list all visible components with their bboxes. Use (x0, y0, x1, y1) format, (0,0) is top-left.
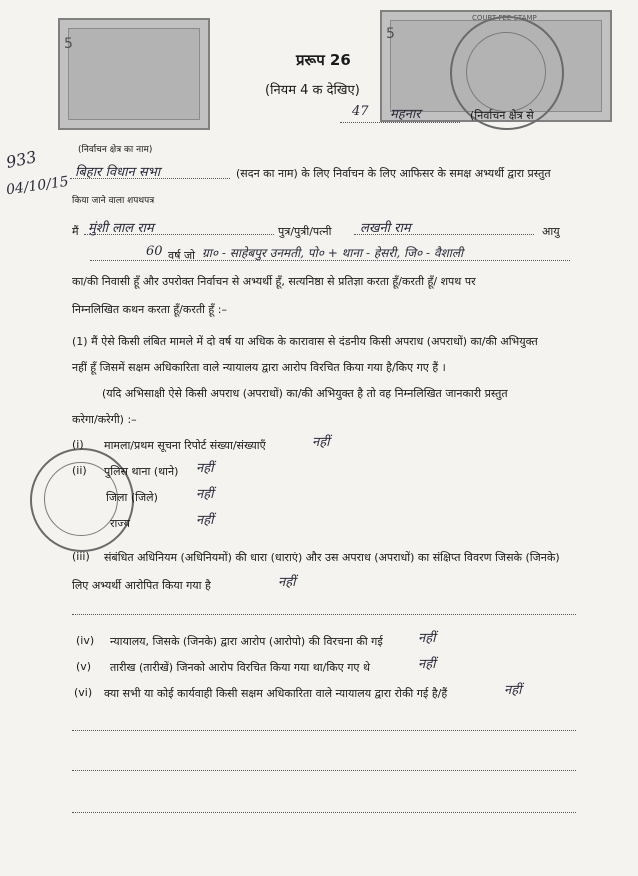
constituency-number: 47 (352, 104, 369, 119)
item-3-value: नहीं (278, 575, 296, 590)
house-label: (निर्वाचन क्षेत्र का नाम) (78, 145, 153, 155)
item-6-number: (vi) (74, 686, 93, 699)
name-prefix: मैं (72, 225, 79, 238)
house-value: बिहार विधान सभा (75, 165, 161, 180)
item-state-label: राज्य (110, 517, 131, 530)
item-3-line-1: संबंधित अधिनियम (अधिनियमों) की धारा (धाराएं) और उस अपराध (अपराधों) का संक्षिप्त विवरण जिसके (जिनके) (104, 551, 560, 564)
item-1-label: मामला/प्रथम सूचना रिपोर्ट संख्या/संख्याएँ (104, 439, 266, 452)
deponent-name: मुंशी लाल राम (88, 221, 154, 236)
constituency-suffix: (निर्वाचन क्षेत्र से (470, 109, 534, 122)
age-label: आयु (542, 225, 560, 238)
stamp-value: 5 (64, 36, 73, 52)
item-6-label: क्या सभी या कोई कार्यवाही किसी सक्षम अधिकारिता वाले न्यायालय द्वारा रोकी गई है/हैं (104, 687, 448, 700)
stamp-value-right: 5 (386, 26, 395, 42)
para1-line-2: नहीं हूँ जिसमें सक्षम अधिकारिता वाले न्यायालय द्वारा आरोप विरचित किया गया है/किए गए हैं । (72, 361, 446, 374)
item-3-number: (iii) (72, 550, 90, 563)
item-2-label: पुलिस थाना (थाने) (104, 465, 179, 478)
item-5-number: (v) (76, 660, 92, 673)
address-value: ग्रा० - साहेबपुर उनमती, पो० + थाना - हेसरी, जि० - वैशाली (202, 246, 464, 260)
item-5-label: तारीख (तारीखें) जिनको आरोप विरचित किया गया था/किए गए थे (110, 661, 371, 674)
item-state-value: नहीं (196, 513, 214, 528)
item-6-value: नहीं (504, 683, 522, 698)
para2-line-1: (यदि अभिसाक्षी ऐसे किसी अपराध (अपराधों) का/की अभियुक्त है तो वह निम्नलिखित जानकारी प्रस्तुत (102, 387, 508, 400)
item-4-number: (iv) (76, 634, 95, 647)
court-fee-stamp-left (58, 18, 210, 130)
rule-reference: (नियम 4 क देखिए) (265, 83, 360, 98)
item-2-value: नहीं (196, 461, 214, 476)
relation-label: पुत्र/पुत्री/पत्नी (278, 225, 332, 238)
item-district-value: नहीं (196, 487, 214, 502)
item-3-line-2: लिए अभ्यर्थी आरोपित किया गया है (72, 579, 211, 592)
parent-name: लखनी राम (360, 221, 411, 236)
para1-line-1: (1) मैं ऐसे किसी लंबित मामले में दो वर्ष या अधिक के कारावास से दंडनीय किसी अपराध (अपराधों) का/की अभियुक्त (72, 335, 538, 348)
intro-line-1: (सदन का नाम) के लिए निर्वाचन के लिए आफिसर के समक्ष अभ्यर्थी द्वारा प्रस्तुत (236, 167, 551, 180)
stamp-text: COURT FEE STAMP (472, 14, 537, 22)
form-title: प्ररूप 26 (296, 51, 351, 69)
intro-line-5: का/की निवासी हूँ और उपरोक्त निर्वाचन से अभ्यर्थी हूँ, सत्यनिष्ठा से प्रतिज्ञा करता हूँ/करती हूँ/ शपथ पर (72, 275, 476, 288)
item-district-label: जिला (जिले) (106, 491, 158, 504)
para2-line-2: करेगा/करेगी) :– (72, 413, 137, 426)
intro-line-2: किया जाने वाला शपथपत्र (72, 196, 155, 206)
margin-date: 04/10/15 (5, 173, 70, 199)
item-4-label: न्यायालय, जिसके (जिनके) द्वारा आरोप (आरोपो) की विरचना की गई (110, 635, 383, 648)
intro-line-6: निम्नलिखित कथन करता हूँ/करती हूँ :– (72, 303, 227, 316)
item-1-number: (i) (72, 438, 84, 451)
years-label: वर्ष जो (168, 249, 195, 262)
item-1-value: नहीं (312, 435, 330, 450)
age-value: 60 (146, 244, 163, 259)
item-2-number: (ii) (72, 464, 87, 477)
margin-number: 933 (4, 147, 39, 172)
constituency-name: महनार (390, 107, 421, 122)
item-4-value: नहीं (418, 631, 436, 646)
item-5-value: नहीं (418, 657, 436, 672)
